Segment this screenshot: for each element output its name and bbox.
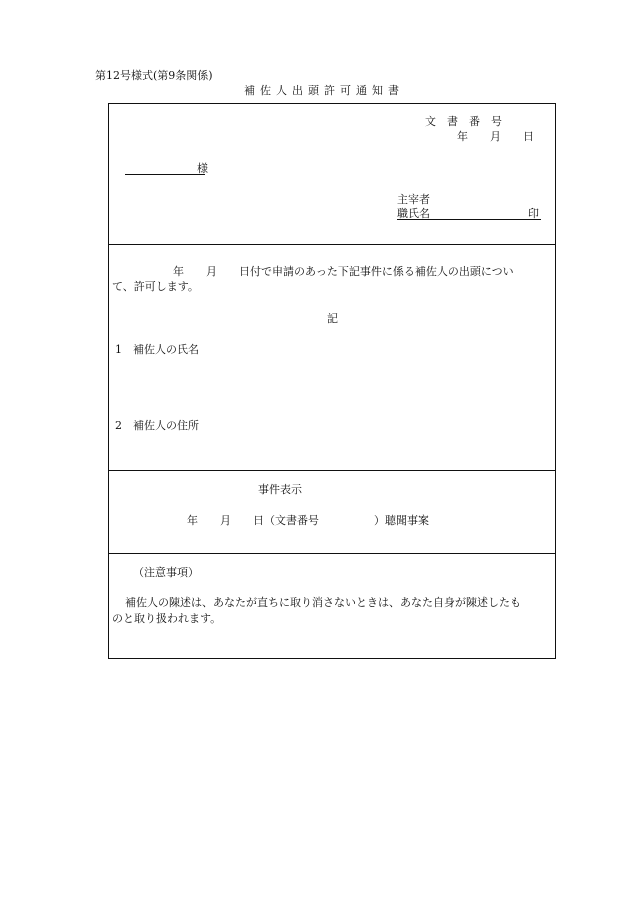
body-text-line1: 年 月 日付で申請のあった下記事件に係る補佐人の出頭につい [173, 265, 514, 278]
addressee-suffix: 様 [197, 162, 208, 175]
assistant-name-item: 1 補佐人の氏名 [115, 343, 199, 356]
case-heading: 事件表示 [258, 483, 302, 496]
form-number-label: 第12号様式(第9条関係) [95, 69, 213, 82]
notes-heading: （注意事項） [133, 566, 199, 579]
seal-label: 印 [528, 207, 539, 220]
position-name-label: 職氏名 [397, 207, 430, 220]
notes-line2: のと取り扱われます。 [112, 612, 222, 625]
section-divider [109, 244, 555, 245]
body-text-line2: て、許可します。 [112, 280, 199, 293]
presider-label: 主宰者 [397, 193, 430, 206]
date-label: 年 月 日 [457, 130, 534, 143]
section-divider [109, 553, 555, 554]
case-line: 年 月 日（文書番号 ）聴聞事案 [187, 514, 429, 527]
assistant-address-item: 2 補佐人の住所 [115, 419, 199, 432]
notes-line1: 補佐人の陳述は、あなたが直ちに取り消さないときは、あなた自身が陳述したも [125, 596, 521, 609]
section-divider [109, 470, 555, 471]
ki-label: 記 [327, 312, 338, 325]
addressee-name-line [125, 161, 205, 175]
document-title: 補佐人出頭許可通知書 [244, 84, 404, 97]
form-frame [108, 103, 556, 659]
doc-number-label: 文 書 番 号 [425, 115, 502, 128]
